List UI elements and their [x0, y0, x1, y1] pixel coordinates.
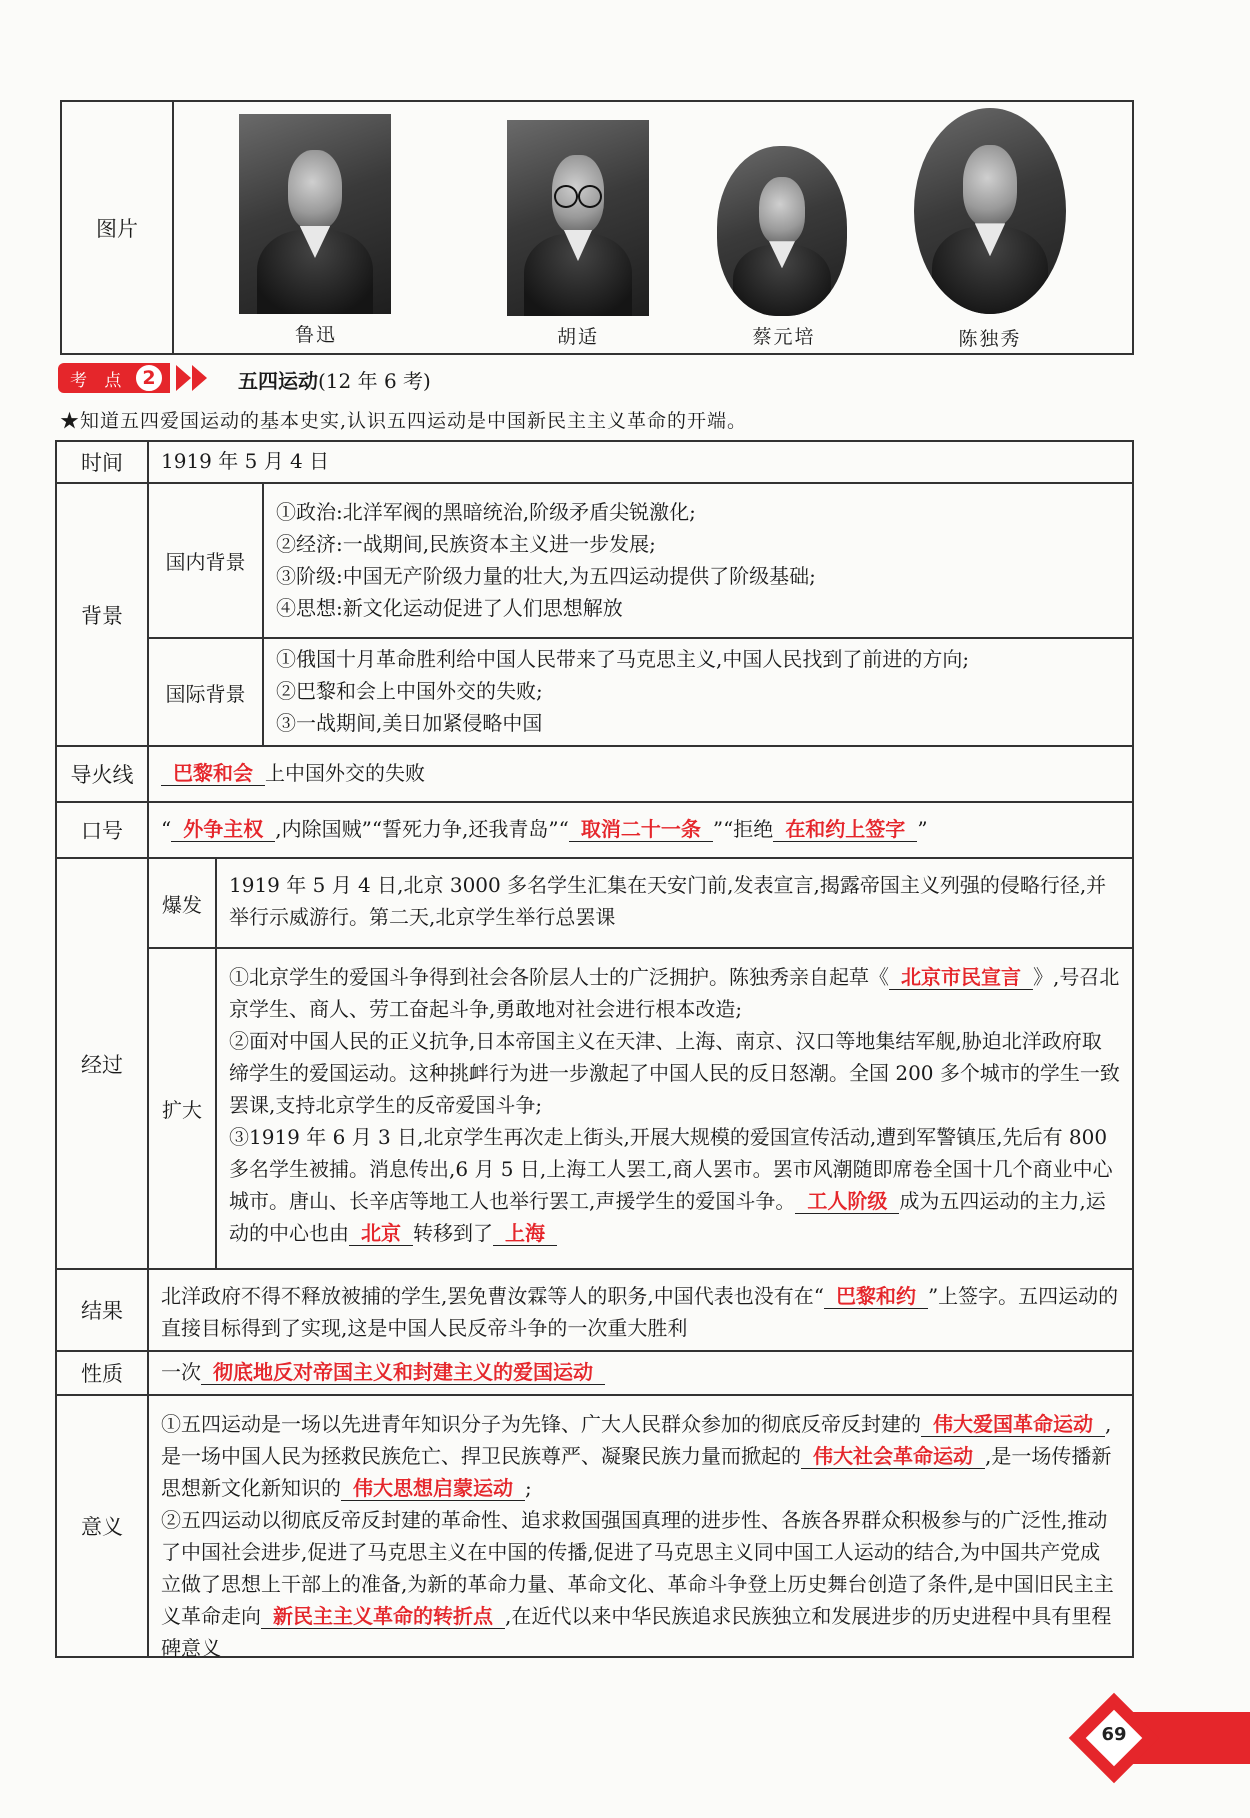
expand-text-part: 》,号召北京学生、商人、劳工奋起斗争,勇敢地对社会进行根本改造;: [229, 965, 1120, 1021]
portrait-cells: [174, 102, 1132, 353]
label-nature: 性质: [57, 1352, 149, 1394]
row-significance: [57, 1394, 1132, 1660]
significance-text: ,是一场传播新思想新文化新知识的: [161, 1444, 1112, 1500]
domestic-item: ④思想:新文化运动促进了人们思想解放: [276, 596, 623, 620]
double-arrow-icon: [176, 365, 216, 391]
row-process: [57, 857, 1132, 1268]
international-item: ③一战期间,美日加紧侵略中国: [276, 711, 543, 735]
result-text: 北洋政府不得不释放被捕的学生,罢免曹汝霖等人的职务,中国代表也没有在“: [161, 1284, 824, 1308]
caption-lu-xun: 鲁迅: [294, 324, 337, 346]
nature-content: [149, 1352, 1132, 1394]
caption-hu-shi: 胡适: [556, 326, 599, 348]
international-items: [264, 639, 1132, 745]
portrait-row-label: 图片: [62, 102, 174, 353]
section-title-text: 五四运动: [238, 369, 318, 393]
label-domestic: 国内背景: [149, 484, 264, 637]
caption-chen-duxiu: 陈独秀: [958, 328, 1022, 350]
row-result: [57, 1268, 1132, 1350]
row-background: [57, 482, 1132, 745]
expand-text-part: 成为五四运动的主力,运动的中心也由: [229, 1189, 1106, 1245]
expand-paragraph-1: [229, 961, 1120, 1025]
caption-cai-yuanpei: 蔡元培: [752, 326, 816, 348]
expand-answer-beijing: 北京: [349, 1221, 413, 1246]
label-fuse: 导火线: [57, 747, 149, 801]
significance-text: ②五四运动以彻底反帝反封建的革命性、追求救国强国真理的进步性、各族各界群众积极参与的广泛性,推动了中国社会进步,促进了马克思主义在中国的传播,促进了马克思主义同中国工人运动的结合,为中国共产党成立做了思想上干部上的准备,为新的革命力量、革命文化、革命斗争登上历史舞台创造了条件,是中国旧民主主义革命走向: [161, 1508, 1114, 1628]
significance-answer-4: 新民主主义革命的转折点: [261, 1604, 505, 1629]
slogan-text: ”: [917, 817, 928, 841]
nature-answer: 彻底地反对帝国主义和封建主义的爱国运动: [201, 1360, 605, 1385]
time-value: 1919 年 5 月 4 日: [161, 449, 330, 473]
domestic-items: [264, 484, 1132, 637]
significance-answer-3: 伟大思想启蒙运动: [341, 1476, 525, 1501]
international-background: [149, 637, 1132, 745]
result-text: ”上签字。五四运动的直接目标得到了实现,这是中国人民反帝斗争的一次重大胜利: [161, 1284, 1119, 1340]
slogan-answer-2: 取消二十一条: [569, 817, 713, 842]
expand-answer-declaration: 北京市民宣言: [889, 965, 1033, 990]
result-answer: 巴黎和约: [824, 1284, 928, 1309]
expand-text: [217, 949, 1132, 1268]
slogan-text: “: [161, 817, 172, 841]
label-slogan: 口号: [57, 803, 149, 857]
international-item: ①俄国十月革命胜利给中国人民带来了马克思主义,中国人民找到了前进的方向;: [276, 647, 970, 671]
label-expand: 扩大: [149, 949, 217, 1268]
learning-goal: ★知道五四爱国运动的基本史实,认识五四运动是中国新民主主义革命的开端。: [60, 410, 748, 432]
significance-content: [149, 1396, 1132, 1660]
outbreak: [149, 859, 1132, 947]
expand-answer-shanghai: 上海: [493, 1221, 557, 1246]
significance-answer-1: 伟大爱国革命运动: [921, 1412, 1105, 1437]
significance-paragraph-2: [161, 1504, 1120, 1664]
domestic-background: [149, 484, 1132, 637]
row-fuse: [57, 745, 1132, 801]
label-time: 时间: [57, 442, 149, 482]
slogan-text: ”“拒绝: [712, 817, 774, 841]
international-item: ②巴黎和会上中国外交的失败;: [276, 679, 543, 703]
portrait-lu-xun: [239, 114, 391, 314]
fuse-answer: 巴黎和会: [161, 761, 265, 786]
domestic-item: ②经济:一战期间,民族资本主义进一步发展;: [276, 532, 656, 556]
slogan-answer-1: 外争主权: [171, 817, 275, 842]
slogan-answer-3: 在和约上签字: [773, 817, 917, 842]
slogan-content: [149, 803, 1132, 857]
expand-answer-working-class: 工人阶级: [795, 1189, 899, 1214]
label-process: 经过: [57, 859, 149, 1268]
significance-answer-2: 伟大社会革命运动: [801, 1444, 985, 1469]
label-result: 结果: [57, 1270, 149, 1350]
portrait-table: [60, 100, 1134, 355]
outbreak-text: 1919 年 5 月 4 日,北京 3000 多名学生汇集在天安门前,发表宣言,揭露帝国主义列强的侵略行径,并举行示威游行。第二天,北京学生举行总罢课: [229, 873, 1107, 929]
exam-point-number: 2: [134, 363, 164, 393]
significance-text: ,在近代以来中华民族追求民族独立和发展进步的历史进程中具有里程碑意义: [161, 1604, 1112, 1660]
label-outbreak: 爆发: [149, 859, 217, 947]
expand-paragraph-3: [229, 1121, 1120, 1249]
row-time: [57, 442, 1132, 482]
expand-text-part: 转移到了: [413, 1221, 493, 1245]
row-slogan: [57, 801, 1132, 857]
expand-text-part: ③1919 年 6 月 3 日,北京学生再次走上街头,开展大规模的爱国宣传活动,遭到军警镇压,先后有 800 多名学生被捕。消息传出,6 月 5 日,上海工人罢工,商人罢市。罢市风潮随即席卷全国十几个商业中心城市。唐山、长辛店等地工人也举行罢工,声援学生的爱国斗争。: [229, 1125, 1113, 1213]
significance-paragraph-1: [161, 1408, 1120, 1504]
domestic-item: ③阶级:中国无产阶级力量的壮大,为五四运动提供了阶级基础;: [276, 564, 816, 588]
portrait-chen-duxiu: [914, 108, 1066, 314]
page-number: 69: [1101, 1724, 1127, 1745]
significance-text: ;: [525, 1476, 532, 1500]
label-international: 国际背景: [149, 639, 264, 745]
result-content: [149, 1270, 1132, 1350]
label-significance: 意义: [57, 1396, 149, 1656]
domestic-item: ①政治:北洋军阀的黑暗统治,阶级矛盾尖锐激化;: [276, 500, 696, 524]
portrait-hu-shi: [507, 120, 649, 316]
section-title: [238, 365, 431, 394]
fuse-content: [149, 747, 1132, 801]
fuse-text: 上中国外交的失败: [265, 761, 425, 785]
portrait-cai-yuanpei: [717, 146, 847, 316]
expand-paragraph-2: ②面对中国人民的正义抗争,日本帝国主义在天津、上海、南京、汉口等地集结军舰,胁迫北洋政府取缔学生的爱国运动。这种挑衅行为进一步激起了中国人民的反日怒潮。全国 200 多个城市的学生一致罢课,支持北京学生的反帝爱国斗争;: [229, 1029, 1120, 1117]
significance-text: ,是一场中国人民为拯救民族危亡、捍卫民族尊严、凝聚民族力量而掀起的: [161, 1412, 1112, 1468]
slogan-text: ,内除国贼”“誓死力争,还我青岛”“: [275, 817, 569, 841]
exam-point-tag: 考 点: [58, 363, 170, 393]
expand-text-part: ①北京学生的爱国斗争得到社会各阶层人士的广泛拥护。陈独秀亲自起草《: [229, 965, 889, 989]
expand: [149, 947, 1132, 1268]
label-background: 背景: [57, 484, 149, 745]
nature-text: 一次: [161, 1360, 201, 1384]
may-fourth-table: [55, 440, 1134, 1658]
significance-text: ①五四运动是一场以先进青年知识分子为先锋、广大人民群众参加的彻底反帝反封建的: [161, 1412, 921, 1436]
row-nature: [57, 1350, 1132, 1394]
exam-frequency: (12 年 6 考): [318, 369, 431, 393]
